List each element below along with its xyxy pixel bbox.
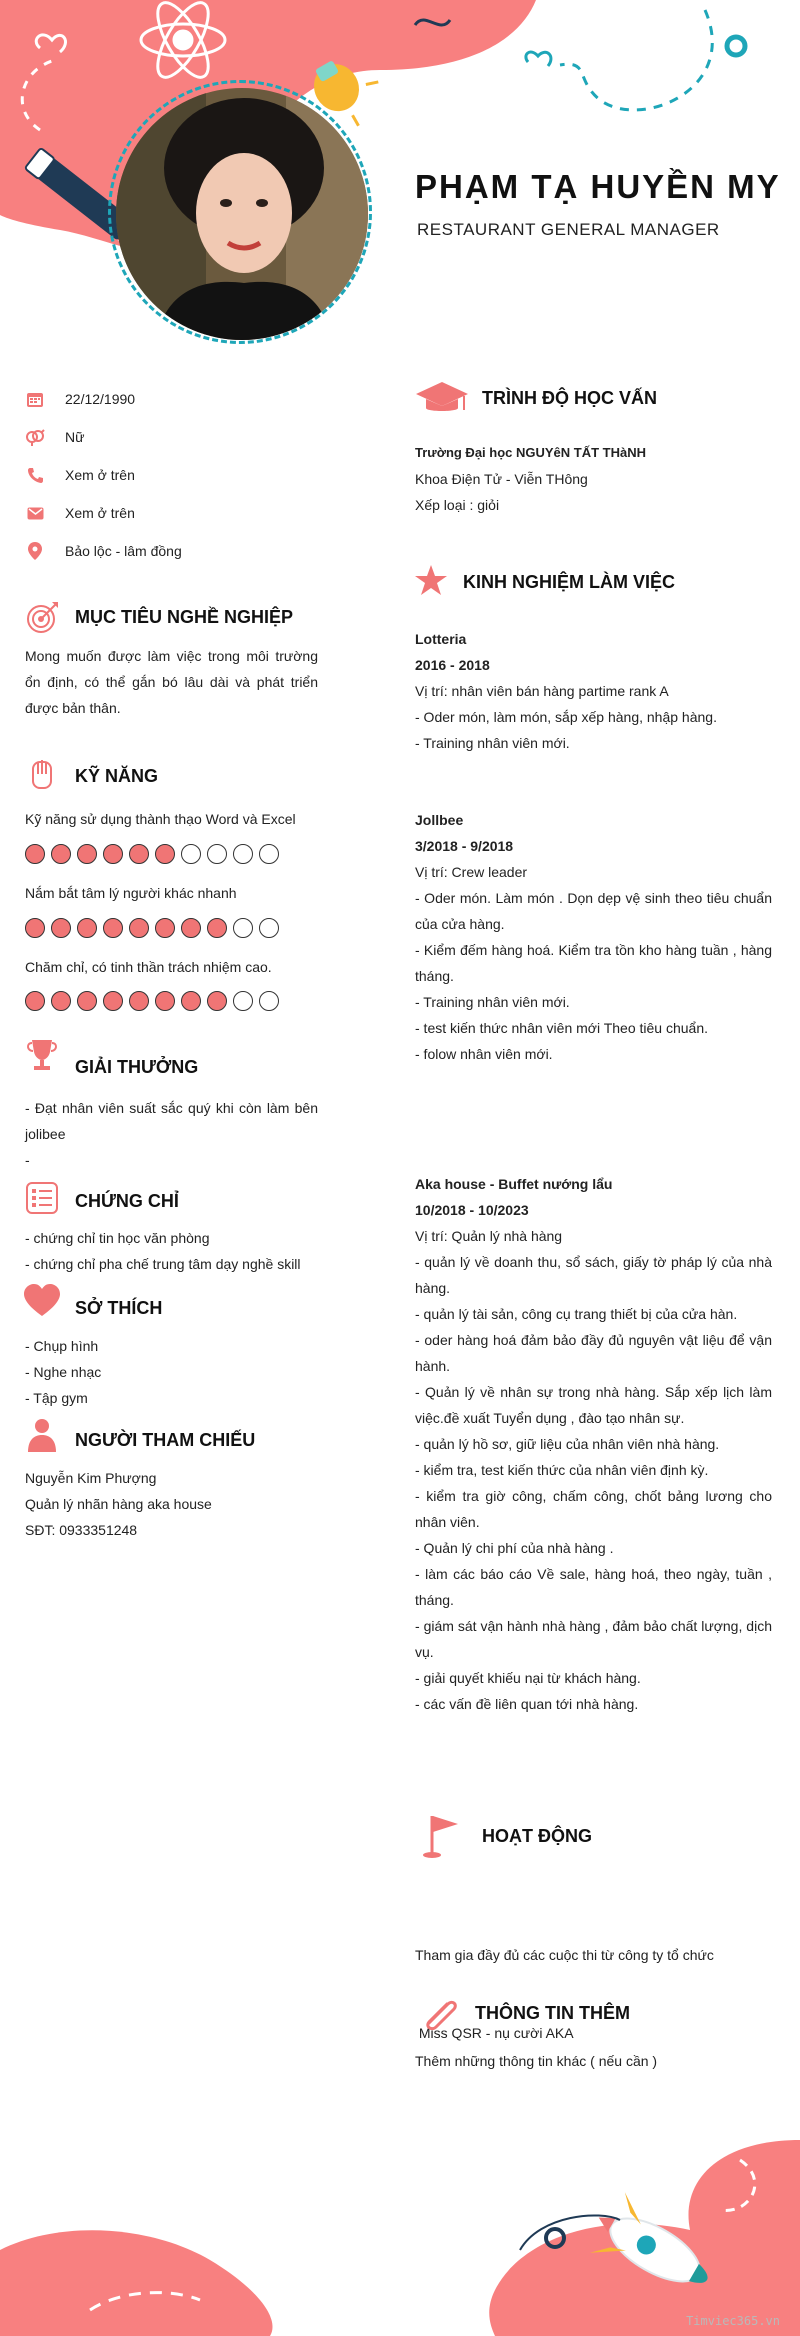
avatar-dashed-ring xyxy=(108,80,372,344)
job-line: tháng. xyxy=(415,1592,454,1608)
job-line: - kiểm tra giờ công, chấm công, chốt bảng lương cho xyxy=(415,1488,772,1504)
references-line: Quản lý nhãn hàng aka house xyxy=(25,1496,212,1512)
skill-dot-filled xyxy=(155,844,175,864)
job-company: Jollbee xyxy=(415,812,464,828)
candidate-name: PHẠM TẠ HUYỀN MY xyxy=(415,168,781,205)
certificates-line: - chứng chỉ pha chế trung tâm dạy nghề skill xyxy=(25,1256,301,1272)
skill-dot-filled xyxy=(77,991,97,1011)
graduation-cap-icon xyxy=(414,378,470,418)
contact-phone xyxy=(25,465,135,485)
skill-rating xyxy=(25,918,279,938)
person-icon xyxy=(24,1418,60,1454)
experience-title: KINH NGHIỆM LÀM VIỆC xyxy=(463,572,676,592)
references-title: NGƯỜI THAM CHIẾU xyxy=(75,1430,256,1450)
calendar-icon xyxy=(26,390,44,408)
skill-dot-filled xyxy=(25,991,45,1011)
skills-title: KỸ NĂNG xyxy=(75,766,159,786)
skill-dot-filled xyxy=(103,991,123,1011)
job-line: vụ. xyxy=(415,1644,434,1660)
job-period: 10/2018 - 10/2023 xyxy=(415,1202,529,1218)
references-text xyxy=(25,1465,212,1543)
education-line: Khoa Điện Tử - Viễn THông xyxy=(415,471,588,487)
additional-line: Thêm những thông tin khác ( nếu cần ) xyxy=(415,2053,658,2069)
job-line: hàng. xyxy=(415,1280,451,1296)
contact-email-text: Xem ở trên xyxy=(65,505,135,521)
skill-dot-empty xyxy=(233,918,253,938)
job-line: - quản lý tài sản, công cụ trang thiết bị của cửa hàn. xyxy=(415,1306,738,1322)
certificates-text xyxy=(25,1225,301,1277)
job-line: - giải quyết khiếu nại từ khách hàng. xyxy=(415,1670,641,1686)
skill-dot-filled xyxy=(129,844,149,864)
education-line: Xếp loại : giỏi xyxy=(415,497,500,513)
job-period: 2016 - 2018 xyxy=(415,657,490,673)
skill-dot-empty xyxy=(181,844,201,864)
skill-dot-filled xyxy=(25,844,45,864)
job-line: - Training nhân viên mới. xyxy=(415,735,570,751)
job-line: - quản lý về doanh thu, sổ sách, giấy tờ pháp lý của nhà xyxy=(415,1254,772,1270)
skill-dot-filled xyxy=(207,991,227,1011)
certificates-line: - chứng chỉ tin học văn phòng xyxy=(25,1230,210,1246)
skill-dot-empty xyxy=(259,918,279,938)
contact-address xyxy=(25,541,182,561)
contact-email xyxy=(25,503,135,523)
contact-birthday-text: 22/12/1990 xyxy=(65,391,136,407)
objective-text xyxy=(25,643,318,721)
hobbies-line: - Nghe nhạc xyxy=(25,1364,102,1380)
skill-dot-filled xyxy=(51,844,71,864)
watermark: Timviec365.vn xyxy=(686,2314,780,2328)
flag-icon xyxy=(418,1810,464,1860)
skill-dot-filled xyxy=(25,918,45,938)
contact-phone-text: Xem ở trên xyxy=(65,467,135,483)
job-line: Vị trí: nhân viên bán hàng partime rank A xyxy=(415,683,669,699)
job-line: - Training nhân viên mới. xyxy=(415,994,570,1010)
objective-line: được bản thân. xyxy=(25,700,121,716)
header-heart-teal xyxy=(526,52,551,66)
skill-dot-filled xyxy=(155,918,175,938)
awards-line: - Đạt nhân viên suất sắc quý khi còn làm bên xyxy=(25,1100,318,1116)
skill-dot-filled xyxy=(129,991,149,1011)
additional-title: THÔNG TIN THÊM xyxy=(475,2003,630,2023)
job-line: của cửa hàng. xyxy=(415,916,505,932)
activities-line: Tham gia đầy đủ các cuộc thi từ công ty tổ chức xyxy=(415,1947,714,1963)
skill-dot-filled xyxy=(77,844,97,864)
education-title: TRÌNH ĐỘ HỌC VẤN xyxy=(482,388,657,408)
job-line: tháng. xyxy=(415,968,454,984)
awards-text xyxy=(25,1095,318,1173)
skill-dot-filled xyxy=(181,991,201,1011)
header-dashed-curve-right xyxy=(560,10,712,110)
job-company: Lotteria xyxy=(415,631,467,647)
job-line: - Quản lý về nhân sự trong nhà hàng. Sắp xếp lịch làm xyxy=(415,1384,772,1400)
target-icon xyxy=(24,600,60,636)
skill-dot-filled xyxy=(103,918,123,938)
activities-text xyxy=(415,1890,714,2072)
skill-dot-empty xyxy=(233,844,253,864)
job-line: - Oder món, làm món, sắp xếp hàng, nhập hàng. xyxy=(415,709,717,725)
job-line: - kiểm tra, test kiến thức của nhân viên định kỳ. xyxy=(415,1462,709,1478)
job-line: Vị trí: Quản lý nhà hàng xyxy=(415,1228,563,1244)
job-line: - giám sát vận hành nhà hàng , đảm bảo chất lượng, dịch xyxy=(415,1618,772,1634)
star-icon xyxy=(414,564,448,598)
skill-dot-empty xyxy=(207,844,227,864)
job-line: - các vấn đề liên quan tới nhà hàng. xyxy=(415,1696,639,1712)
job-entry xyxy=(415,626,772,756)
objective-title: MỤC TIÊU NGHỀ NGHIỆP xyxy=(75,607,294,627)
hobbies-line: - Chụp hình xyxy=(25,1338,99,1354)
certificate-list-icon xyxy=(24,1180,60,1216)
skill-rating xyxy=(25,844,279,864)
header-ring-teal xyxy=(727,37,745,55)
activities-line: Miss QSR - nụ cười AKA xyxy=(415,2025,574,2041)
contact-birthday xyxy=(25,389,135,409)
objective-line: Mong muốn được làm việc trong môi trường xyxy=(25,648,318,664)
awards-line: - xyxy=(25,1152,30,1168)
paperclip-icon xyxy=(418,1990,462,2034)
footer-blob-left xyxy=(0,2230,273,2336)
job-line: Vị trí: Crew leader xyxy=(415,864,528,880)
phone-icon xyxy=(27,467,43,483)
job-period: 3/2018 - 9/2018 xyxy=(415,838,514,854)
footer-decoration xyxy=(0,2120,800,2336)
awards-title: GIẢI THƯỞNG xyxy=(75,1057,199,1077)
skill-dot-filled xyxy=(103,844,123,864)
skill-dot-filled xyxy=(51,918,71,938)
job-line: - oder hàng hoá đảm bảo đầy đủ nguyên vật liệu để vận xyxy=(415,1332,772,1348)
skill-dot-filled xyxy=(129,918,149,938)
job-company: Aka house - Buffet nướng lẩu xyxy=(415,1176,613,1192)
skill-dot-filled xyxy=(51,991,71,1011)
job-line: - quản lý hồ sơ, giữ liệu của nhân viên nhà hàng. xyxy=(415,1436,720,1452)
job-line: nhân viên. xyxy=(415,1514,480,1530)
skill-label: Chăm chỉ, có tinh thần trách nhiệm cao. xyxy=(25,959,272,975)
job-line: - Quản lý chi phí của nhà hàng . xyxy=(415,1540,614,1556)
hobbies-line: - Tập gym xyxy=(25,1390,88,1406)
skill-label: Nắm bắt tâm lý người khác nhanh xyxy=(25,885,237,901)
job-line: - Kiểm đếm hàng hoá. Kiểm tra tồn kho hàng tuần , hàng xyxy=(415,942,772,958)
education-text xyxy=(415,466,588,518)
skill-dot-filled xyxy=(155,991,175,1011)
job-entry xyxy=(415,807,772,1067)
job-entry xyxy=(415,1171,772,1717)
trophy-icon xyxy=(24,1036,60,1072)
references-line: SĐT: 0933351248 xyxy=(25,1522,138,1538)
email-icon xyxy=(27,507,44,520)
heart-icon xyxy=(24,1284,60,1320)
job-line: - test kiến thức nhân viên mới Theo tiêu chuẩn. xyxy=(415,1020,709,1036)
activities-title: HOẠT ĐỘNG xyxy=(482,1826,592,1846)
skill-dot-empty xyxy=(233,991,253,1011)
hobbies-title: SỞ THÍCH xyxy=(75,1298,163,1318)
education-school: Trường Đại học NGUYêN TẤT THàNH xyxy=(415,445,647,460)
contact-gender-text: Nữ xyxy=(65,429,85,445)
skill-label: Kỹ năng sử dụng thành thạo Word và Excel xyxy=(25,811,296,827)
objective-line: ổn định, có thể gắn bó lâu dài và phát triển xyxy=(25,674,318,690)
skill-dot-empty xyxy=(259,991,279,1011)
hobbies-text xyxy=(25,1333,101,1411)
contact-address-text: Bảo lộc - lâm đồng xyxy=(65,543,182,559)
job-line: hành. xyxy=(415,1358,451,1374)
references-line: Nguyễn Kim Phượng xyxy=(25,1470,157,1486)
skill-dot-filled xyxy=(77,918,97,938)
skill-dot-filled xyxy=(181,918,201,938)
candidate-role: RESTAURANT GENERAL MANAGER xyxy=(417,220,720,239)
skill-dot-filled xyxy=(207,918,227,938)
job-line: - folow nhân viên mới. xyxy=(415,1046,553,1062)
location-pin-icon xyxy=(28,542,42,560)
certificates-title: CHỨNG CHỈ xyxy=(75,1191,179,1211)
gender-icon xyxy=(25,428,45,446)
job-line: việc.đề xuất Tuyển dụng , đào tạo nhân sự. xyxy=(415,1410,685,1426)
job-line: - Oder món. Làm món . Dọn dẹp vệ sinh theo tiêu chuẩn xyxy=(415,890,772,906)
hand-icon xyxy=(24,756,60,792)
skill-rating xyxy=(25,991,279,1011)
contact-gender xyxy=(25,427,84,447)
job-line: - làm các báo cáo Về sale, hàng hoá, theo ngày, tuần , xyxy=(415,1566,772,1582)
skill-dot-empty xyxy=(259,844,279,864)
awards-line: jolibee xyxy=(25,1126,66,1142)
